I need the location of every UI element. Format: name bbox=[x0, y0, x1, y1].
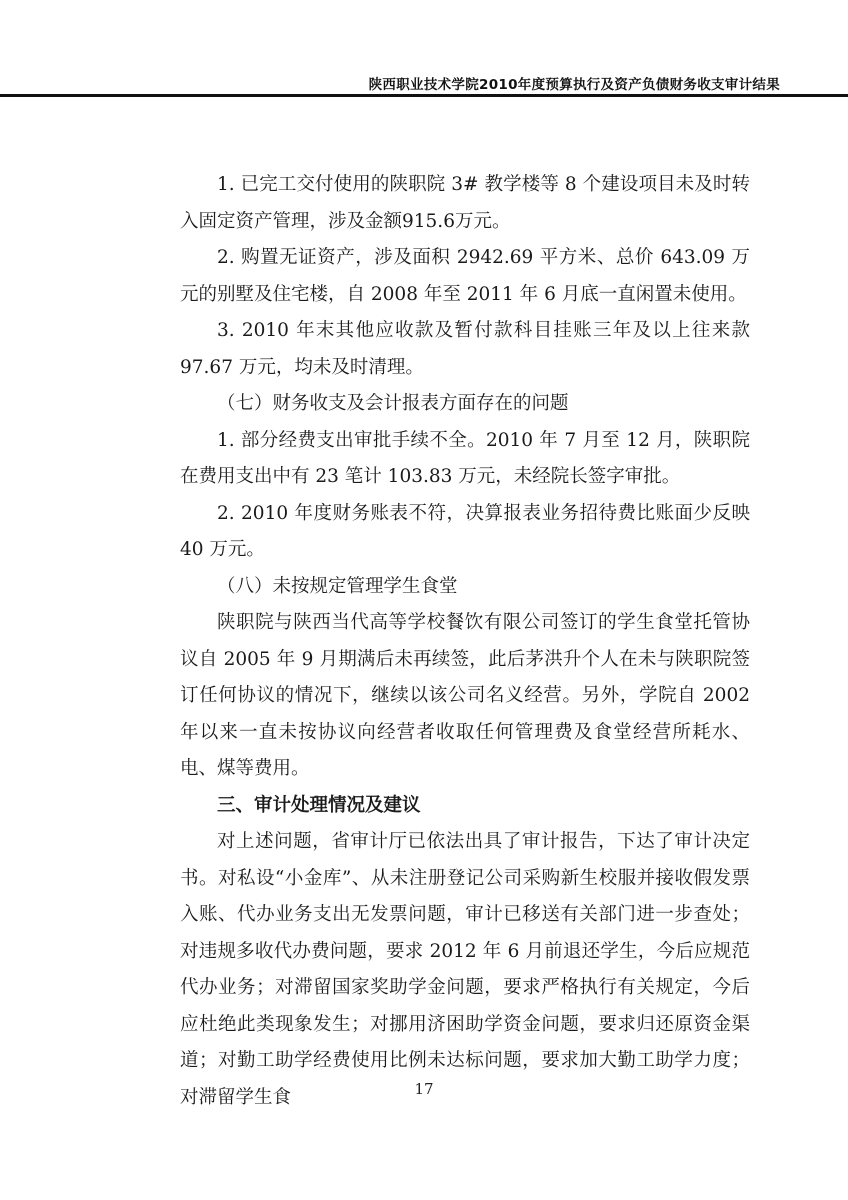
header-rule bbox=[0, 94, 848, 97]
section-heading-3: 三、审计处理情况及建议 bbox=[217, 794, 421, 816]
page-number: 17 bbox=[414, 1080, 434, 1098]
paragraph-item-5: 2. 2010 年度财务账表不符，决算报表业务招待费比账面少反映 40 万元。 bbox=[180, 502, 750, 560]
running-header-title: 陕西职业技术学院2010年度预算执行及资产负债财务收支审计结果 bbox=[368, 77, 780, 93]
subheading-8: （八）未按规定管理学生食堂 bbox=[217, 575, 458, 597]
body-text bbox=[180, 167, 750, 1116]
paragraph-item-1: 1. 已完工交付使用的陕职院 3# 教学楼等 8 个建设项目未及时转入固定资产管理，涉及金额915.6万元。 bbox=[180, 174, 750, 232]
paragraph-item-4: 1. 部分经费支出审批手续不全。2010 年 7 月至 12 月，陕职院在费用支出中有 23 笔计 103.83 万元，未经院长签字审批。 bbox=[180, 429, 750, 487]
paragraph-recommendations: 对上述问题，省审计厅已依法出具了审计报告，下达了审计决定书。对私设“小金库”、从未注册登记公司采购新生校服并接收假发票入账、代办业务支出无发票问题，审计已移送有关部门进一步查处；对违规多收代办费问题，要求 2012 年 6 月前退还学生，今后应规范代办业务；对滞留国家奖助学金问题，要求严格执行有关规定，今后应杜绝此类现象发生；对挪用济困助学资金问题，要求归还原资金渠道；对勤工助学经费使用比例未达标问题，要求加大勤工助学力度；对滞留学生食 bbox=[180, 831, 750, 1108]
paragraph-item-3: 3. 2010 年末其他应收款及暂付款科目挂账三年及以上往来款 97.67 万元，均未及时清理。 bbox=[180, 320, 750, 378]
paragraph-canteen: 陕职院与陕西当代高等学校餐饮有限公司签订的学生食堂托管协议自 2005 年 9 月期满后未再续签，此后茅洪升个人在未与陕职院签订任何协议的情况下，继续以该公司名义经营。另外，学院自 2002 年以来一直未按协议向经营者收取任何管理费及食堂经营所耗水、电、煤等费用。 bbox=[180, 612, 750, 779]
subheading-7: （七）财务收支及会计报表方面存在的问题 bbox=[217, 393, 569, 414]
paragraph-item-2: 2. 购置无证资产，涉及面积 2942.69 平方米、总价 643.09 万元的别墅及住宅楼，自 2008 年至 2011 年 6 月底一直闲置未使用。 bbox=[180, 247, 750, 305]
